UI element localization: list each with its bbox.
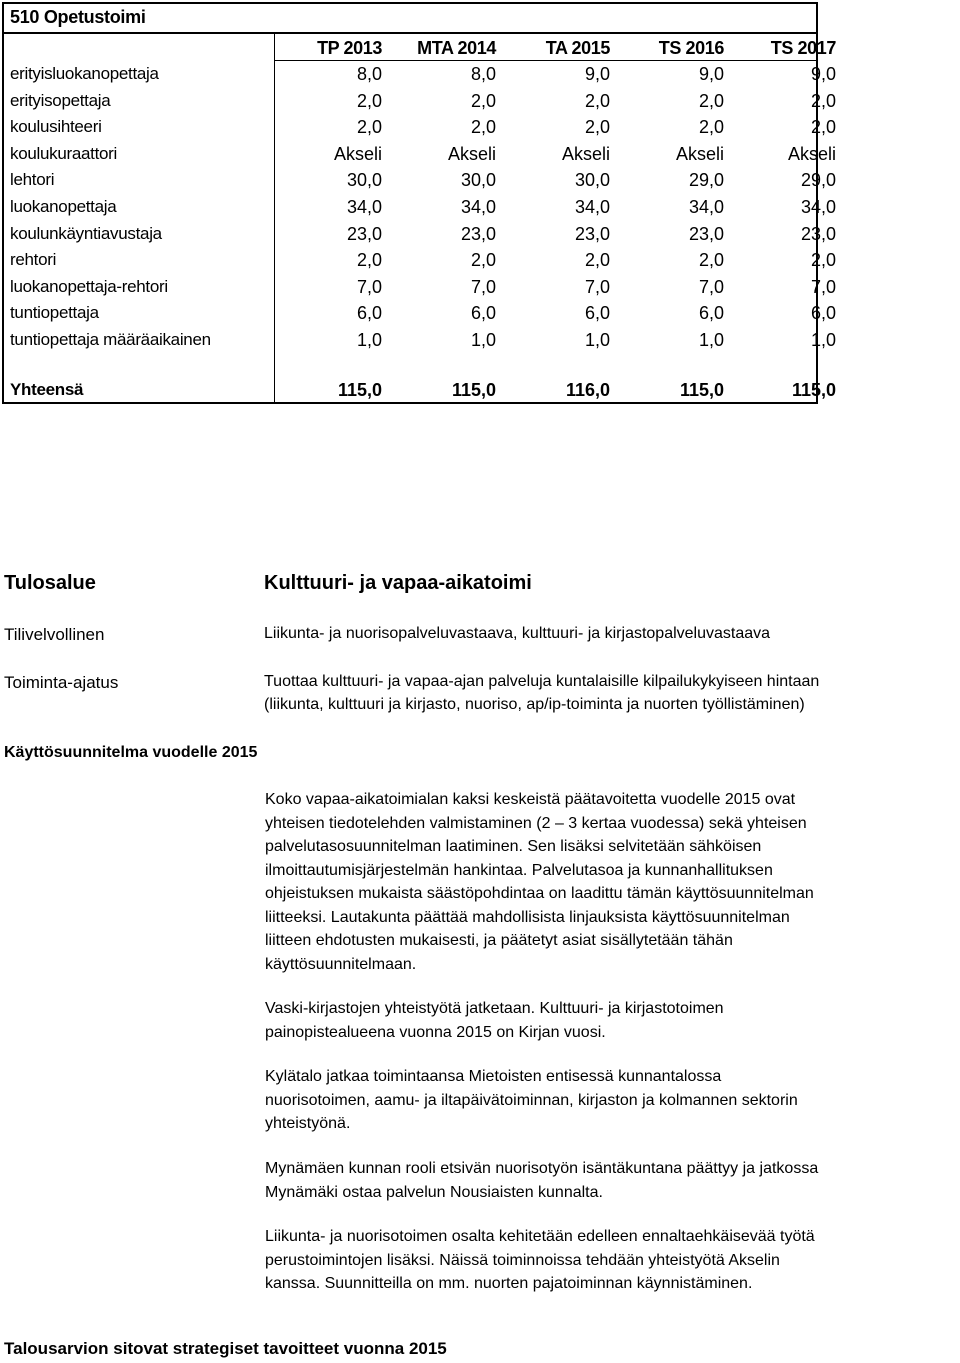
paragraph-line: Vaski-kirjastojen yhteistyötä jatketaan. Kulttuuri- ja kirjastotoimen xyxy=(265,1000,724,1017)
row-label: luokanopettaja xyxy=(10,197,117,216)
table-cell: 6,0 xyxy=(810,303,836,324)
table-cell: 23,0 xyxy=(574,223,610,244)
plan-paragraph xyxy=(265,1225,955,1296)
staffing-table xyxy=(2,2,836,404)
table-cell: 6,0 xyxy=(356,303,382,324)
table-cell: 1,0 xyxy=(584,330,610,350)
plan-paragraph xyxy=(265,1065,955,1136)
total-label: Yhteensä xyxy=(10,380,84,399)
paragraph-line: nuorisotoimen, aamu- ja iltapäivätoiminnan, kirjaston ja kolmannen sektorin xyxy=(265,1091,798,1109)
plan-paragraph xyxy=(265,788,955,976)
paragraph-line: Liikunta- ja nuorisotoimen osalta kehitetään edelleen ennaltaehkäisevää työtä xyxy=(265,1228,815,1245)
table-cell: Akseli xyxy=(333,143,382,164)
table-cell: 9,0 xyxy=(698,64,724,84)
table-cell: 6,0 xyxy=(470,303,496,324)
column-header: TS 2016 xyxy=(658,38,724,58)
paragraph-line: ilmoittautumisjärjestelmän hankintaa. Palvelutasoa ja kunnanhallituksen xyxy=(265,861,773,879)
table-row xyxy=(4,142,836,169)
table-cell: 7,0 xyxy=(810,276,836,297)
table-cell: 23,0 xyxy=(688,223,724,244)
table-row xyxy=(4,301,836,328)
table-cell: 2,0 xyxy=(470,117,496,138)
row-label: lehtori xyxy=(10,170,55,190)
paragraph-line: liitteen ehdotusten mukaisesti, ja päätetyt asiat sisällytetään tähän xyxy=(265,932,733,949)
table-cell: 30,0 xyxy=(574,170,610,191)
table-cell: 2,0 xyxy=(810,90,836,111)
toiminta-ajatus-label: Toiminta-ajatus xyxy=(4,673,119,692)
table-cell: 7,0 xyxy=(356,276,382,297)
paragraph-line: Mynämäki ostaa palvelun Nousiaisten kunnalta. xyxy=(265,1183,603,1201)
paragraph-line: ohjeistuksen mukaista säästöpohdintaa on laadittu tämän käyttösuunnitelman xyxy=(265,885,814,902)
row-label: koulusihteeri xyxy=(10,117,102,137)
footer-heading: Talousarvion sitovat strategiset tavoitteet vuonna 2015 xyxy=(4,1339,447,1358)
table-cell: 23,0 xyxy=(346,223,382,244)
table-cell: 34,0 xyxy=(460,197,496,217)
table-cell: 9,0 xyxy=(584,64,610,84)
table-cell: 1,0 xyxy=(356,330,382,350)
table-cell: Akseli xyxy=(787,143,836,164)
table-cell: 34,0 xyxy=(346,197,382,217)
plan-heading: Käyttösuunnitelma vuodelle 2015 xyxy=(4,744,258,761)
table-cell: 6,0 xyxy=(584,303,610,324)
table-cell: 2,0 xyxy=(698,90,724,111)
paragraph-line: Mynämäen kunnan rooli etsivän nuorisotyön isäntäkuntana päättyy ja jatkossa xyxy=(265,1160,819,1177)
paragraph-line: yhteistyönä. xyxy=(265,1115,351,1132)
tilivelvollinen-label: Tilivelvollinen xyxy=(4,625,105,644)
table-cell: 2,0 xyxy=(584,90,610,111)
row-label: tuntiopettaja xyxy=(10,303,99,323)
table-cell: 29,0 xyxy=(688,170,724,191)
table-cell: 8,0 xyxy=(356,64,382,84)
table-cell: 2,0 xyxy=(698,250,724,271)
row-label: erityisopettaja xyxy=(10,90,111,110)
header-rule xyxy=(274,60,816,61)
table-row xyxy=(4,195,836,222)
table-cell: 2,0 xyxy=(810,117,836,138)
column-header: MTA 2014 xyxy=(417,38,496,58)
table-cell: 2,0 xyxy=(584,117,610,138)
table-cell: 2,0 xyxy=(356,117,382,138)
table-title-rule xyxy=(4,32,816,34)
total-cell: 115,0 xyxy=(679,380,724,400)
table-cell: 29,0 xyxy=(800,170,836,191)
row-label: erityisluokanopettaja xyxy=(10,64,159,83)
table-title: 510 Opetustoimi xyxy=(10,7,146,27)
table-cell: 7,0 xyxy=(584,276,610,297)
paragraph-line: Kylätalo jatkaa toimintaansa Mietoisten entisessä kunnantalossa xyxy=(265,1068,722,1085)
table-cell: 8,0 xyxy=(470,64,496,84)
table-cell: Akseli xyxy=(561,143,610,164)
table-cell: 9,0 xyxy=(810,64,836,84)
table-row xyxy=(4,275,836,302)
toiminta-ajatus-line: Tuottaa kulttuuri- ja vapaa-ajan palveluja kuntalaisille kilpailukykyiseen hintaan xyxy=(264,673,820,690)
table-cell: 2,0 xyxy=(584,250,610,271)
paragraph-line: liitteeksi. Lautakunta päättää mahdollisista linjauksista käyttösuunnitelman xyxy=(265,908,790,926)
plan-paragraph xyxy=(265,997,955,1044)
table-cell: Akseli xyxy=(675,143,724,164)
total-cell: 115,0 xyxy=(337,380,382,400)
table-row xyxy=(4,328,836,355)
table-cell: 2,0 xyxy=(470,90,496,111)
table-total-row xyxy=(4,378,836,405)
row-label: tuntiopettaja määräaikainen xyxy=(10,330,211,349)
table-cell: Akseli xyxy=(447,143,496,164)
column-header: TA 2015 xyxy=(545,38,610,58)
table-row xyxy=(4,168,836,195)
table-row xyxy=(4,89,836,116)
total-cell: 116,0 xyxy=(565,380,610,400)
table-cell: 2,0 xyxy=(470,250,496,271)
table-cell: 7,0 xyxy=(698,276,724,297)
table-row xyxy=(4,62,836,89)
table-cell: 30,0 xyxy=(460,170,496,191)
table-cell: 34,0 xyxy=(800,197,836,217)
column-header: TP 2013 xyxy=(317,38,382,58)
table-cell: 30,0 xyxy=(346,170,382,191)
total-cell: 115,0 xyxy=(451,380,496,400)
row-label: koulukuraattori xyxy=(10,143,118,163)
tulosalue-label: Tulosalue xyxy=(4,572,96,594)
row-label: koulunkäyntiavustaja xyxy=(10,223,162,243)
toiminta-ajatus-line: (liikunta, kulttuuri ja kirjasto, nuoriso, ap/ip-toiminta ja nuorten työllistäminen) xyxy=(264,696,805,713)
table-cell: 1,0 xyxy=(698,330,724,350)
table-cell: 2,0 xyxy=(698,117,724,138)
tilivelvollinen-value: Liikunta- ja nuorisopalveluvastaava, kulttuuri- ja kirjastopalveluvastaava xyxy=(264,625,771,642)
row-label: luokanopettaja-rehtori xyxy=(10,276,168,296)
table-row xyxy=(4,248,836,275)
table-cell: 1,0 xyxy=(810,330,836,350)
table-cell: 34,0 xyxy=(574,197,610,217)
paragraph-line: painopistealueena vuonna 2015 on Kirjan vuosi. xyxy=(265,1023,606,1041)
paragraph-line: palvelutasosuunnitelman laatiminen. Sen lisäksi selvitetään sähköisen xyxy=(265,838,762,855)
table-cell: 23,0 xyxy=(460,223,496,244)
paragraph-line: perustoimintojen lisäksi. Näissä toiminnoissa tehdään yhteistyötä Akselin xyxy=(265,1251,780,1269)
paragraph-line: yhteisen tiedotelehden valmistaminen (2 – 3 kertaa vuodessa) sekä yhteisen xyxy=(265,814,807,832)
paragraph-line: käyttösuunnitelmaan. xyxy=(265,955,417,973)
table-cell: 6,0 xyxy=(698,303,724,324)
column-header: TS 2017 xyxy=(770,38,836,58)
table-cell: 2,0 xyxy=(810,250,836,271)
table-cell: 34,0 xyxy=(688,197,724,217)
paragraph-line: kanssa. Suunnitteilla on mm. nuorten pajatoiminnan käynnistäminen. xyxy=(265,1275,753,1292)
table-cell: 2,0 xyxy=(356,250,382,271)
paragraph-line: Koko vapaa-aikatoimialan kaksi keskeistä päätavoitetta vuodelle 2015 ovat xyxy=(265,791,796,808)
tulosalue-value: Kulttuuri- ja vapaa-aikatoimi xyxy=(264,572,532,594)
table-row xyxy=(4,222,836,249)
row-label: rehtori xyxy=(10,250,57,270)
table-cell: 2,0 xyxy=(356,90,382,111)
total-cell: 115,0 xyxy=(791,380,836,400)
plan-paragraph xyxy=(265,1157,955,1204)
table-cell: 7,0 xyxy=(470,276,496,297)
table-cell: 23,0 xyxy=(800,223,836,244)
table-cell: 1,0 xyxy=(470,330,496,350)
table-row xyxy=(4,115,836,142)
